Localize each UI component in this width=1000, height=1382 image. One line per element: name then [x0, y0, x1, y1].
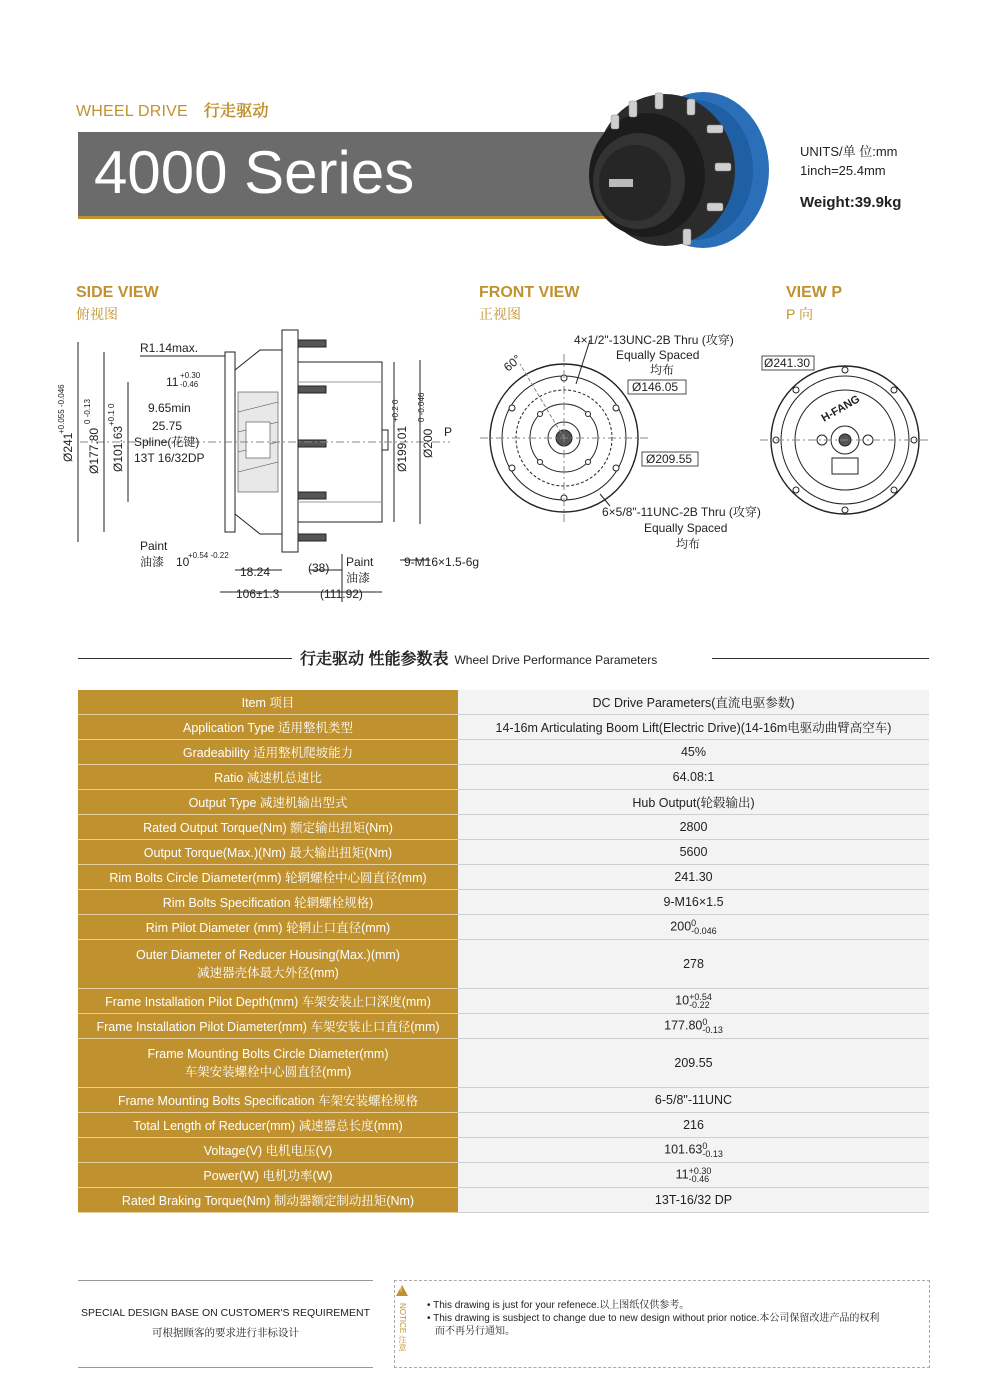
param-key: Outer Diameter of Reducer Housing(Max.)(mm) 减速器壳体最大外径(mm) [78, 940, 458, 989]
dim-11: 11 [166, 375, 179, 389]
footer-special-design [78, 1280, 373, 1368]
param-value: 9-M16×1.5 [458, 890, 929, 915]
param-key: Rim Bolts Circle Diameter(mm) 轮辋螺栓中心圆直径(mm) [78, 865, 458, 890]
units-note [800, 142, 898, 180]
param-key: Power(W) 电机功率(W) [78, 1163, 458, 1188]
front-view-drawing [480, 324, 780, 564]
front-d146: Ø146.05 [632, 380, 679, 394]
dim-d101-tol: +0.1 0 [107, 403, 116, 426]
dim-9-65: 9.65min [148, 401, 191, 415]
param-tolerance: 0 -0.046 [691, 918, 717, 936]
side-rim-flange [282, 330, 298, 552]
front-holes-1: 4×1/2"-13UNC-2B Thru (攻穿) [574, 333, 734, 347]
param-value: DC Drive Parameters(直流电驱参数) [458, 690, 929, 715]
param-row [78, 1039, 929, 1088]
param-row [78, 790, 929, 815]
view-p-drawing [760, 350, 930, 520]
footer-left-en: SPECIAL DESIGN BASE ON CUSTOMER'S REQUIREMENT [80, 1307, 371, 1319]
dim-d199-tol: +0.2 0 [391, 399, 400, 422]
param-key: Frame Mounting Bolts Circle Diameter(mm) 车架安装螺栓中心圆直径(mm) [78, 1039, 458, 1088]
param-row [78, 890, 929, 915]
param-tolerance: 0 -0.13 [702, 1017, 723, 1035]
product-photo [575, 85, 775, 255]
param-tolerance: 0 -0.13 [702, 1141, 723, 1159]
param-row [78, 840, 929, 865]
param-value: 177.80 0 -0.13 [458, 1014, 929, 1039]
view-p-subtitle: P 向 [786, 306, 813, 322]
front-view-subtitle: 正视图 [479, 306, 521, 322]
front-angle: 60° [500, 351, 524, 375]
param-value: 10 +0.54 -0.22 [458, 989, 929, 1014]
param-key: Rated Braking Torque(Nm) 制动器额定制动扭矩(Nm) [78, 1188, 458, 1213]
param-row [78, 1188, 929, 1213]
p-d241: Ø241.30 [764, 356, 811, 370]
category-en: WHEEL DRIVE [76, 103, 188, 120]
param-key: Total Length of Reducer(mm) 减速器总长度(mm) [78, 1113, 458, 1138]
param-value: 64.08:1 [458, 765, 929, 790]
side-view-title: SIDE VIEW [76, 284, 159, 301]
param-tolerance: +0.54 -0.22 [689, 992, 712, 1010]
param-key: Ratio 减速机总速比 [78, 765, 458, 790]
dim-paint-1-cn: 油漆 [140, 555, 165, 569]
param-row [78, 815, 929, 840]
perf-title-row [0, 646, 1000, 670]
notice-text [427, 1299, 879, 1338]
param-value: 5600 [458, 840, 929, 865]
param-key: Frame Installation Pilot Depth(mm) 车架安装止口深度(mm) [78, 989, 458, 1014]
front-holes-2-eq: Equally Spaced [644, 521, 728, 535]
dim-10-tol: +0.54 -0.22 [188, 551, 229, 560]
front-holes-2-cn: 均布 [676, 537, 701, 551]
param-value: 200 0 -0.046 [458, 915, 929, 940]
dim-d200-tol: 0 -0.046 [417, 392, 426, 422]
param-key: Item 项目 [78, 690, 458, 715]
dim-d241-tol: +0.055 -0.046 [57, 384, 66, 434]
perf-title-rule-right [712, 658, 929, 659]
dim-10: 10 [176, 555, 190, 569]
param-row [78, 740, 929, 765]
perf-title [300, 646, 657, 669]
notice-line-3: 而不再另行通知。 [435, 1326, 515, 1337]
param-row [78, 1088, 929, 1113]
front-view-title: FRONT VIEW [479, 284, 580, 301]
footer-left-cn: 可根据顾客的要求进行非标设计 [152, 1327, 299, 1339]
perf-title-rule-left [78, 658, 292, 659]
param-value: 278 [458, 940, 929, 989]
view-p-title: VIEW P [786, 284, 843, 301]
param-row [78, 715, 929, 740]
param-row [78, 989, 929, 1014]
dim-p: P [444, 425, 453, 439]
dim-18-24: 18.24 [240, 565, 271, 579]
param-row [78, 865, 929, 890]
notice-label: NOTICE 注意 [398, 1303, 407, 1352]
param-key: Application Type 适用整机类型 [78, 715, 458, 740]
dim-11-tol-dn: -0.46 [180, 380, 199, 389]
dim-m16: 9-M16×1.5-6g [404, 555, 480, 569]
param-row [78, 1163, 929, 1188]
front-holes-1-cn: 均布 [650, 363, 675, 377]
dim-paint-2-cn: 油漆 [346, 571, 371, 585]
dim-38: (38) [308, 561, 330, 575]
side-view-drawing [50, 322, 490, 612]
param-value: 11 +0.30 -0.46 [458, 1163, 929, 1188]
dim-d177-tol: 0 -0.13 [83, 399, 92, 424]
notice-line-2: • This drawing is susbject to change due to new design without prior notice.本公司保留改进产品的权利 [427, 1313, 880, 1324]
param-value: Hub Output(轮毂输出) [458, 790, 929, 815]
param-row [78, 915, 929, 940]
dim-106: 106±1.3 [236, 587, 280, 601]
param-value: 45% [458, 740, 929, 765]
param-key: Rated Output Torque(Nm) 额定输出扭矩(Nm) [78, 815, 458, 840]
dim-spline: Spline(花键) [134, 435, 200, 449]
param-key: Voltage(V) 电机电压(V) [78, 1138, 458, 1163]
weight-label: Weight:39.9kg [800, 194, 902, 211]
category-cn: 行走驱动 [203, 103, 269, 120]
warning-icon [396, 1285, 408, 1296]
param-row [78, 940, 929, 989]
dim-111-92: (111.92) [320, 587, 363, 601]
dim-d241: Ø241 [61, 432, 75, 462]
perf-title-en: Wheel Drive Performance Parameters [454, 653, 658, 667]
series-title: 4000 Series [94, 139, 415, 206]
front-holes-1-eq: Equally Spaced [616, 348, 700, 362]
perf-title-cn: 行走驱动 性能参数表 [300, 651, 449, 668]
param-key: Rim Bolts Specification 轮辋螺栓规格) [78, 890, 458, 915]
dim-d101: Ø101.63 [111, 425, 125, 472]
units-line-2: 1inch=25.4mm [800, 163, 886, 178]
side-view-subtitle: 俯视图 [76, 306, 118, 322]
param-row [78, 1138, 929, 1163]
dim-d199: Ø199.01 [395, 425, 409, 472]
svg-text:!: ! [400, 1287, 402, 1294]
dim-paint-1: Paint [140, 539, 168, 553]
param-key: Frame Installation Pilot Diameter(mm) 车架安装止口直径(mm) [78, 1014, 458, 1039]
series-banner [78, 132, 618, 219]
dim-d200: Ø200 [421, 428, 435, 458]
param-row [78, 1113, 929, 1138]
param-value: 216 [458, 1113, 929, 1138]
params-table [78, 690, 929, 1213]
dim-11-tol-up: +0.30 [180, 371, 201, 380]
param-value: 241.30 [458, 865, 929, 890]
param-value: 2800 [458, 815, 929, 840]
param-value: 6-5/8"-11UNC [458, 1088, 929, 1113]
category-label [76, 98, 269, 121]
footer-notice [394, 1280, 930, 1368]
dim-paint-2: Paint [346, 555, 374, 569]
param-row [78, 1014, 929, 1039]
dim-25-75: 25.75 [152, 419, 183, 433]
param-key: Output Type 减速机输出型式 [78, 790, 458, 815]
param-row [78, 690, 929, 715]
param-value: 14-16m Articulating Boom Lift(Electric Drive)(14-16m电驱动曲臂高空车) [458, 715, 929, 740]
param-value: 209.55 [458, 1039, 929, 1088]
param-key: Frame Mounting Bolts Specification 车架安装螺栓规格 [78, 1088, 458, 1113]
units-line-1: UNITS/单 位:mm [800, 144, 898, 159]
side-bolts [298, 340, 326, 541]
param-key: Output Torque(Max.)(Nm) 最大输出扭矩(Nm) [78, 840, 458, 865]
dim-r-max: R1.14max. [140, 341, 199, 355]
front-holes-2: 6×5/8"-11UNC-2B Thru (攻穿) [602, 505, 761, 519]
param-tolerance: +0.30 -0.46 [688, 1166, 712, 1184]
param-value: 13T-16/32 DP [458, 1188, 929, 1213]
param-value: 101.63 0 -0.13 [458, 1138, 929, 1163]
param-key: Rim Pilot Diameter (mm) 轮辋止口直径(mm) [78, 915, 458, 940]
p-brand: H-FANG [819, 393, 863, 425]
front-d209: Ø209.55 [646, 452, 693, 466]
notice-line-1: • This drawing is just for your refenece.以上图纸仅供参考。 [427, 1300, 690, 1311]
dim-d177: Ø177.80 [87, 427, 101, 474]
dim-spline-spec: 13T 16/32DP [134, 451, 205, 465]
param-key: Gradeability 适用整机爬坡能力 [78, 740, 458, 765]
param-row [78, 765, 929, 790]
